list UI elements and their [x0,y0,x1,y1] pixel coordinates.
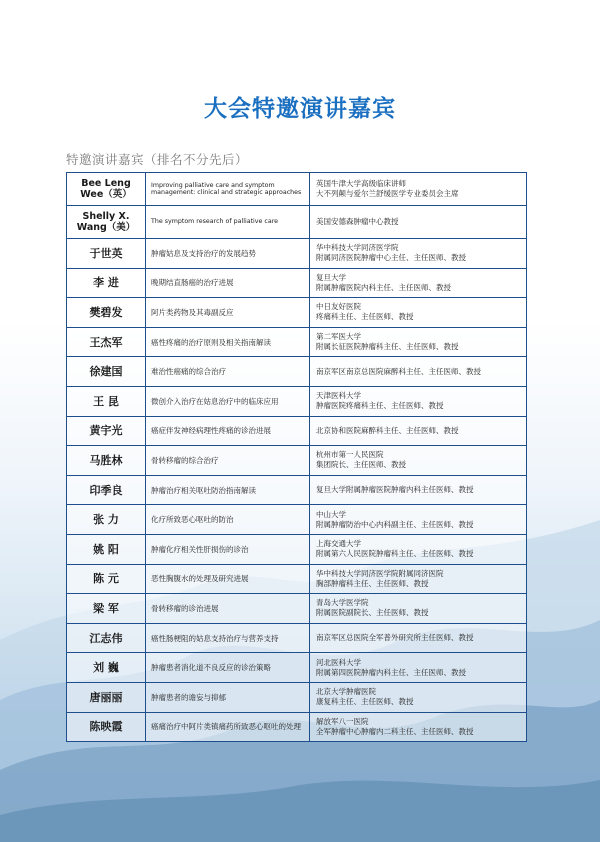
talk-topic: 化疗所致恶心呕吐的防治 [146,505,310,535]
affiliation-line: 南京军区南京总医院麻醉科主任、主任医师、教授 [316,366,481,376]
table-row [67,594,527,624]
talk-topic: 恶性胸腹水的处理及研究进展 [146,564,310,594]
speaker-name-line: 李 进 [93,276,119,290]
speaker-name-line: 姚 阳 [93,542,119,556]
speaker-affiliation [310,564,527,594]
table-row [67,357,527,387]
affiliation-line: 上海交通大学 [316,539,361,549]
talk-topic: 难治性癌痛的综合治疗 [146,357,310,387]
affiliation-line: 解放军八一医院 [316,716,369,726]
speaker-name-line: 江志伟 [89,631,123,645]
speaker-name [67,594,146,624]
speaker-affiliation [310,682,527,712]
talk-topic: 癌症伴发神经病理性疼痛的诊治进展 [146,416,310,446]
speaker-name [67,357,146,387]
speaker-affiliation [310,712,527,742]
speaker-name-line: 樊碧发 [89,305,123,319]
speaker-affiliation [310,298,527,328]
speaker-name-line: Shelly X. [82,210,130,222]
table-row [67,416,527,446]
table-row [67,239,527,269]
affiliation-line: 附属肿瘤医院内科主任、主任医师、教授 [316,282,451,292]
speaker-name-line: 刘 巍 [93,661,119,675]
speaker-name-line: Bee Leng [81,177,131,189]
speaker-table-body [67,173,527,742]
table-row [67,327,527,357]
talk-topic: 微创介入治疗在姑息治疗中的临床应用 [146,386,310,416]
speaker-name [67,653,146,683]
table-row [67,173,527,206]
speaker-affiliation [310,173,527,206]
affiliation-line: 疼痛科主任、主任医师、教授 [316,312,414,322]
speaker-name-line: 陈 元 [93,572,119,586]
talk-topic: 肿瘤姑息及支持治疗的发展趋势 [146,239,310,269]
speaker-name [67,206,146,239]
talk-topic: 肿瘤患者消化道不良反应的诊治策略 [146,653,310,683]
table-row [67,268,527,298]
affiliation-line: 全军肿瘤中心肿瘤内二科主任、主任医师、教授 [316,726,474,736]
affiliation-line: 青岛大学医学院 [316,598,369,608]
speaker-name-line: 于世英 [89,246,123,260]
speaker-name-line: 王杰军 [89,335,123,349]
affiliation-line: 河北医科大学 [316,657,361,667]
speaker-name-line: Wee（英） [80,189,132,200]
talk-topic: The symptom research of palliative care [146,206,310,239]
speaker-name-line: 印季良 [89,483,123,497]
speaker-name-line: 黄宇光 [89,424,123,438]
talk-topic: 肿瘤患者的谵妄与抑郁 [146,682,310,712]
speaker-name [67,534,146,564]
speaker-name [67,446,146,476]
speaker-name-line: Wang（美） [76,222,136,233]
affiliation-line: 中日友好医院 [316,302,361,312]
affiliation-line: 附属第六人民医院肿瘤科主任、主任医师、教授 [316,549,474,559]
speaker-affiliation [310,386,527,416]
affiliation-line: 附属第四医院肿瘤内科主任、主任医师、教授 [316,667,466,677]
speaker-name [67,564,146,594]
speaker-name [67,327,146,357]
table-row [67,475,527,505]
speaker-affiliation [310,653,527,683]
speaker-name [67,239,146,269]
table-row [67,712,527,742]
speaker-name [67,416,146,446]
affiliation-line: 附属肿瘤防治中心内科副主任、主任医师、教授 [316,519,474,529]
affiliation-line: 大不列颠与爱尔兰舒缓医学专业委员会主席 [316,189,459,198]
speaker-name [67,298,146,328]
speaker-name [67,173,146,206]
speaker-affiliation [310,357,527,387]
speaker-name [67,712,146,742]
talk-topic: 骨转移瘤的诊治进展 [146,594,310,624]
speaker-affiliation [310,268,527,298]
page-title: 大会特邀演讲嘉宾 [204,96,396,122]
speaker-table [66,172,527,742]
talk-topic: Improving palliative care and symptom management: clinical and strategic approaches [146,173,310,206]
table-row [67,534,527,564]
speaker-name-line: 张 力 [93,513,119,527]
talk-topic: 癌性疼痛的治疗原则及相关指南解读 [146,327,310,357]
speaker-affiliation [310,446,527,476]
speaker-name-line: 唐丽丽 [89,690,123,704]
speaker-name [67,475,146,505]
talk-topic: 癌性肠梗阻的姑息支持治疗与营养支持 [146,623,310,653]
table-row [67,623,527,653]
table-row [67,446,527,476]
table-row [67,298,527,328]
affiliation-line: 胸部肿瘤科主任、主任医师、教授 [316,578,429,588]
affiliation-line: 北京协和医院麻醉科主任、主任医师、教授 [316,425,459,435]
affiliation-line: 附属长征医院肿瘤科主任、主任医师、教授 [316,342,459,352]
table-row [67,206,527,239]
affiliation-line: 中山大学 [316,509,346,519]
affiliation-line: 南京军区总医院全军普外研究所主任医师、教授 [316,633,474,643]
speaker-affiliation [310,206,527,239]
speaker-name [67,623,146,653]
speaker-name-line: 马胜林 [89,453,123,467]
talk-topic: 癌痛治疗中阿片类镇痛药所致恶心呕吐的处理 [146,712,310,742]
affiliation-line: 美国安德森肿瘤中心教授 [316,217,399,226]
affiliation-line: 英国牛津大学高级临床讲师 [316,179,406,188]
affiliation-line: 集团院长、主任医师、教授 [316,460,406,470]
speaker-affiliation [310,327,527,357]
table-row [67,386,527,416]
affiliation-line: 北京大学肿瘤医院 [316,687,376,697]
speaker-name-line: 徐建国 [89,365,123,379]
speaker-affiliation [310,475,527,505]
section-heading: 特邀演讲嘉宾（排名不分先后） [66,152,249,167]
affiliation-line: 复旦大学附属肿瘤医院肿瘤内科主任医师、教授 [316,485,474,495]
affiliation-line: 肿瘤医院疼痛科主任、主任医师、教授 [316,401,444,411]
speaker-affiliation [310,505,527,535]
talk-topic: 阿片类药物及其毒副反应 [146,298,310,328]
speaker-affiliation [310,239,527,269]
speaker-name [67,682,146,712]
affiliation-line: 康复科主任、主任医师、教授 [316,697,414,707]
table-row [67,682,527,712]
affiliation-line: 天津医科大学 [316,391,361,401]
speaker-name [67,386,146,416]
talk-topic: 肿瘤化疗相关性肝损伤的诊治 [146,534,310,564]
affiliation-line: 华中科技大学同济医学院 [316,243,399,253]
speaker-affiliation [310,534,527,564]
affiliation-line: 第二军医大学 [316,332,361,342]
speaker-name [67,268,146,298]
affiliation-line: 杭州市第一人民医院 [316,450,384,460]
table-row [67,505,527,535]
affiliation-line: 附属医院副院长、主任医师、教授 [316,608,429,618]
affiliation-line: 华中科技大学同济医学院附属同济医院 [316,568,444,578]
table-row [67,653,527,683]
speaker-name [67,505,146,535]
table-row [67,564,527,594]
affiliation-line: 复旦大学 [316,272,346,282]
talk-topic: 晚期结直肠癌的治疗进展 [146,268,310,298]
speaker-affiliation [310,594,527,624]
talk-topic: 骨转移瘤的综合治疗 [146,446,310,476]
talk-topic: 肿瘤治疗相关呕吐防治指南解读 [146,475,310,505]
speaker-name-line: 梁 军 [93,601,119,615]
speaker-name-line: 陈映霞 [89,720,123,734]
speaker-name-line: 王 昆 [93,394,119,408]
speaker-affiliation [310,623,527,653]
affiliation-line: 附属同济医院肿瘤中心主任、主任医师、教授 [316,253,466,263]
speaker-affiliation [310,416,527,446]
